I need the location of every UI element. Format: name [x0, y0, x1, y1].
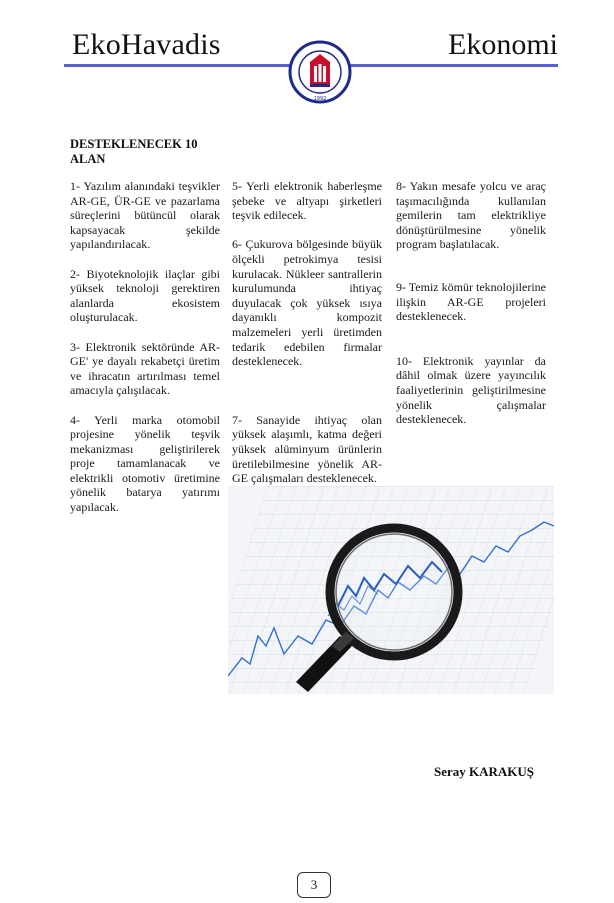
- publication-title: EkoHavadis: [72, 28, 221, 61]
- page-number: 3: [297, 872, 331, 898]
- list-item: 6- Çukurova bölgesinde büyük ölçekli petrokimya tesisi kurulacak. Nükleer santrallerin kurulumunda ihtiyaç duyulacak çok yüksek ısıya dayanıklı kompozit malzemeleri yerli üretimden tedarik edebilen firmalar desteklenecek.: [232, 237, 382, 369]
- author-byline: Seray KARAKUŞ: [433, 764, 534, 779]
- magnifier-chart-photo: [228, 486, 554, 694]
- text-column-3: [396, 179, 546, 441]
- photo-illustration: [228, 486, 554, 694]
- list-item: 4- Yerli marka otomobil projesine yönelik teşvik mekanizması geliştirilerek proje tamamlanacak ve elektrikli otomotiv üretimine yönelik batarya yatırımı yapılacak.: [70, 412, 220, 515]
- section-title: Ekonomi: [448, 28, 558, 61]
- seal-year: 1992: [313, 96, 327, 102]
- text-column-1: [70, 179, 220, 529]
- university-seal-logo: [288, 40, 352, 104]
- list-item: 1- Yazılım alanındaki teşvikler AR-GE, ÜR-GE ve pazarlama süreçlerini bütüncül olarak kapsayacak şekilde yapılandırılacak.: [70, 179, 220, 252]
- list-item: 9- Temiz kömür teknolojilerine ilişkin AR-GE projeleri desteklenecek.: [396, 279, 546, 324]
- list-item: 2- Biyoteknolojik ilaçlar gibi yüksek teknoloji gerektiren alanlarda ekosistem oluşturulacak.: [70, 266, 220, 325]
- list-item: 3- Elektronik sektöründe AR-GE' ye dayalı rekabetçi üretim ve ihracatın artırılması temel amacıyla çalışılacak.: [70, 339, 220, 398]
- list-item: 10- Elektronik yayınlar da dâhil olmak üzere yayıncılık faaliyetlerinin geliştirilmesine yönelik çalışmalar desteklenecek.: [396, 353, 546, 427]
- list-item: 7- Sanayide ihtiyaç olan yüksek alaşımlı, katma değeri yüksek alüminyum ürünlerin üretilebilmesine yönelik AR-GE çalışmaları desteklenecek.: [232, 412, 382, 486]
- list-item: 8- Yakın mesafe yolcu ve araç taşımacılığında kullanılan gemilerin tam elektrikliye dönüştürülmesine yönelik program başlatılacak.: [396, 179, 546, 252]
- text-column-2: [232, 179, 382, 500]
- article-heading: DESTEKLENECEK 10 ALAN: [70, 137, 198, 166]
- list-item: 5- Yerli elektronik haberleşme şebeke ve altyapı şirketleri teşvik edilecek.: [232, 179, 382, 223]
